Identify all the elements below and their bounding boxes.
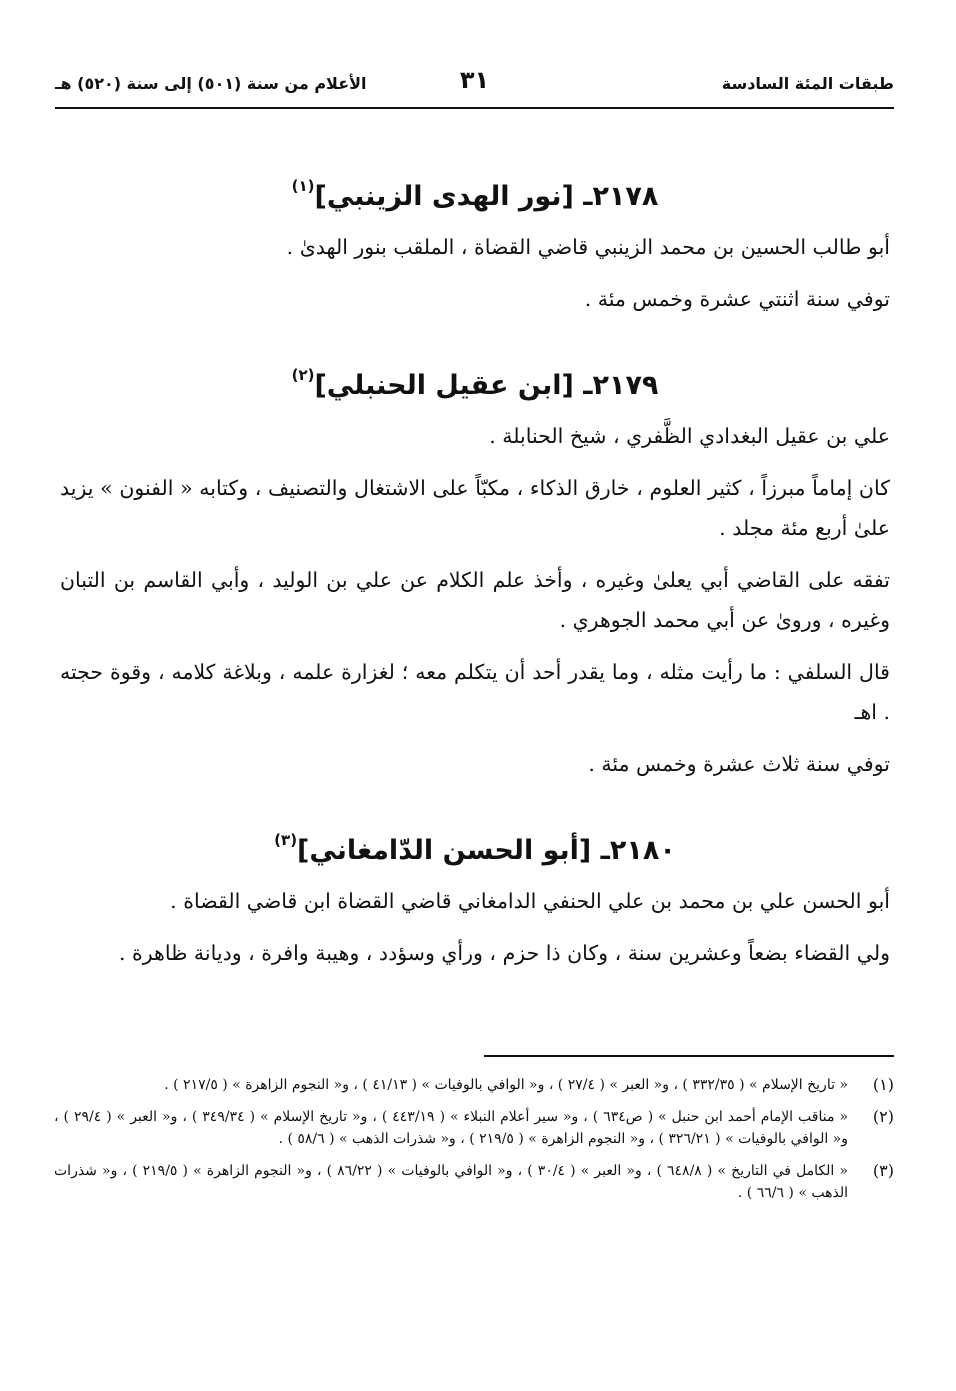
footnote-number: (١) [872,1075,894,1094]
paragraph: أبو الحسن علي بن محمد بن علي الحنفي الدامغاني قاضي القضاة ابن قاضي القضاة . [170,889,890,913]
footnote-ref: (١) [291,177,315,195]
footnote-text: « مناقب الإمام أحمد ابن حنبل » ( ص٦٣٤ ) ، و« سير أعلام النبلاء » ( ٤٤٣/١٩ ) ، و« تاريخ الإسلام » ( ٣٤٩/٣٤ ) ، و« العبر » ( ٢٩/٤ ) ، و« الوافي بالوفيات » ( ٣٢٦/٢١ ) ، و« النجوم الزاهرة » ( ٢١٩/٥ ) ، و« شذرات الذهب » ( ٥٨/٦ ) . [54,1109,849,1147]
footnote [54,1160,894,1204]
footnote-text: « الكامل في التاريخ » ( ٦٤٨/٨ ) ، و« العبر » ( ٣٠/٤ ) ، و« الوافي بالوفيات » ( ٨٦/٢٢ ) ، و« النجوم الزاهرة » ( ٢١٩/٥ ) ، و« شذرات الذهب » ( ٦٦/٦ ) . [54,1163,848,1201]
footnote [54,1074,894,1096]
footnote-number: (٢) [872,1107,894,1126]
entry-2179 [60,349,890,784]
paragraph: قال السلفي : ما رأيت مثله ، وما يقدر أحد أن يتكلم معه ؛ لغزارة علمه ، وبلاغة كلامه ، وقوة حجته . اهـ [60,660,890,724]
entry-2178 [60,160,890,319]
entry-title [60,349,890,412]
entry-title [60,160,890,223]
header-book-section: طبقات المئة السادسة [721,74,894,93]
header-divider [55,107,894,109]
footnote [54,1106,894,1150]
main-text [60,160,890,1003]
entry-title-text: ٢١٧٨ـ [نور الهدى الزينبي] [314,181,659,212]
footnote-divider [484,1055,894,1057]
page-number: ٣١ [459,66,490,94]
entry-2180 [60,814,890,973]
footnote-ref: (٣) [274,831,298,849]
paragraph: توفي سنة اثنتي عشرة وخمس مئة . [584,287,890,311]
header-chapter-range: الأعلام من سنة (٥٠١) إلى سنة (٥٢٠) هـ [55,74,367,93]
footnote-number: (٣) [872,1161,894,1180]
paragraph: توفي سنة ثلاث عشرة وخمس مئة . [588,752,890,776]
paragraph: علي بن عقيل البغدادي الظَّفري ، شيخ الحنابلة . [489,424,890,448]
footnote-ref: (٢) [291,366,315,384]
paragraph: كان إماماً مبرزاً ، كثير العلوم ، خارق الذكاء ، مكبّاً على الاشتغال والتصنيف ، وكتابه « الفنون » يزيد علىٰ أربع مئة مجلد . [60,476,890,540]
running-header [55,66,894,106]
footnote-text: « تاريخ الإسلام » ( ٣٣٢/٣٥ ) ، و« العبر » ( ٢٧/٤ ) ، و« الوافي بالوفيات » ( ٤١/١٣ ) ، و« النجوم الزاهرة » ( ٢١٧/٥ ) . [164,1077,848,1093]
entry-title-text: ٢١٧٩ـ [ابن عقيل الحنبلي] [314,370,659,401]
entry-title-text: ٢١٨٠ـ [أبو الحسن الدّامغاني] [297,835,676,866]
paragraph: تفقه على القاضي أبي يعلىٰ وغيره ، وأخذ علم الكلام عن علي بن الوليد ، وأبي القاسم بن التبان وغيره ، وروىٰ عن أبي محمد الجوهري . [60,568,890,632]
paragraph: أبو طالب الحسين بن محمد الزينبي قاضي القضاة ، الملقب بنور الهدىٰ . [286,235,890,259]
paragraph: ولي القضاء بضعاً وعشرين سنة ، وكان ذا حزم ، ورأي وسؤدد ، وهيبة وافرة ، وديانة ظاهرة . [118,941,890,965]
footnotes [54,1074,894,1214]
entry-title [60,814,890,877]
